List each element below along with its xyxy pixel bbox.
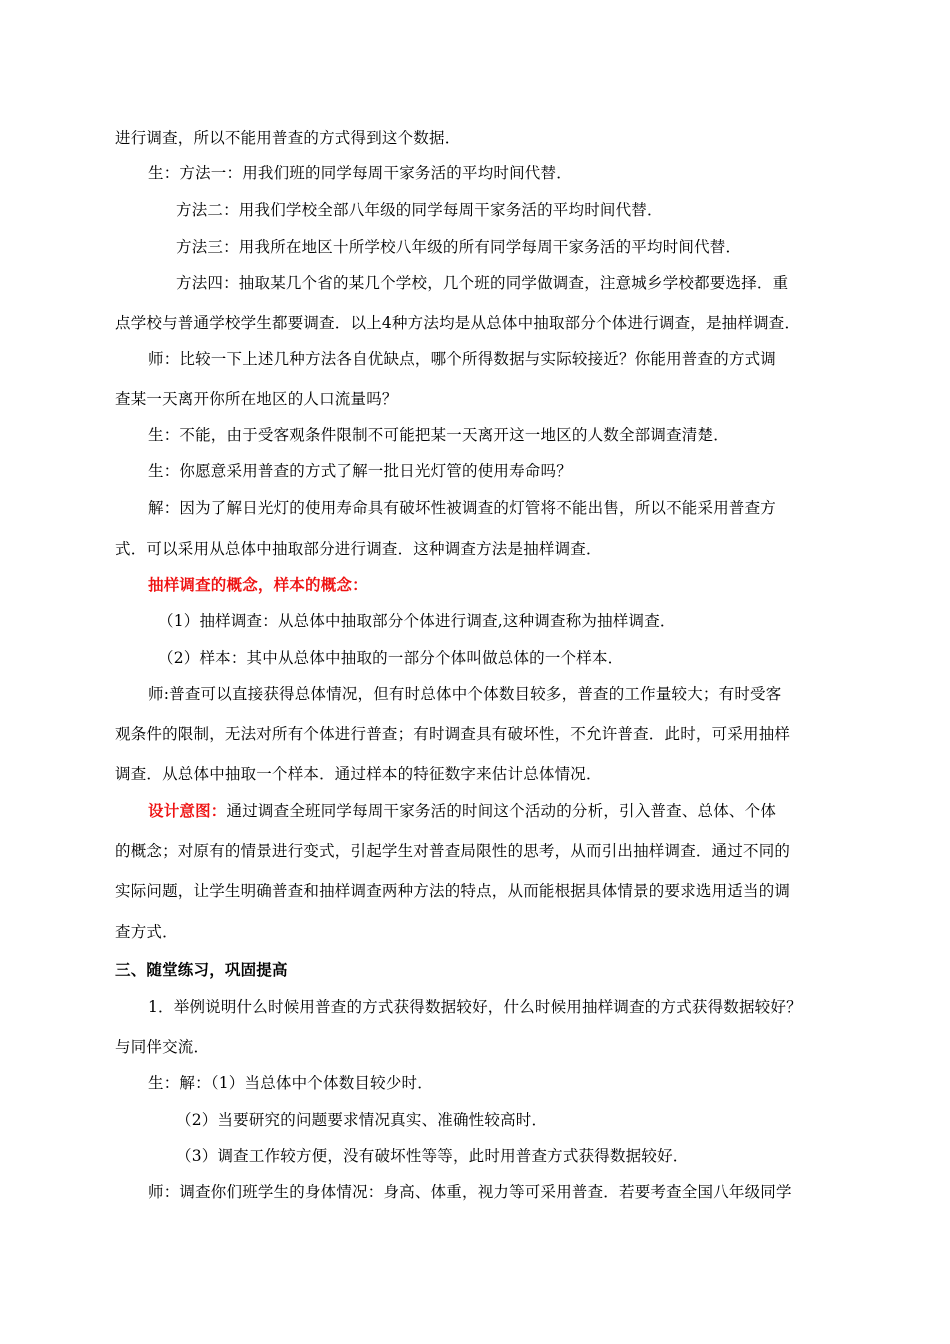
text-line: 点学校与普通学校学生都要调查．以上4种方法均是从总体中抽取部分个体进行调查，是抽样调查． — [115, 314, 801, 332]
text-line: 解：因为了解日光灯的使用寿命具有破坏性被调查的灯管将不能出售，所以不能采用普查方 — [148, 499, 777, 517]
text-line: 式．可以采用从总体中抽取部分进行调查．这种调查方法是抽样调查． — [115, 540, 602, 558]
text-line: 查方式． — [115, 923, 178, 941]
text-line: 师:普查可以直接获得总体情况，但有时总体中个体数目较多，普查的工作量较大；有时受客 — [148, 685, 782, 703]
text-line: 观条件的限制，无法对所有个体进行普查；有时调查具有破坏性，不允许普查．此时，可采用抽样 — [115, 725, 791, 743]
text-line: 进行调查，所以不能用普查的方式得到这个数据． — [115, 129, 461, 147]
text-line: （2）样本：其中从总体中抽取的一部分个体叫做总体的一个样本． — [158, 649, 624, 667]
text-line: 的概念；对原有的情景进行变式，引起学生对普查局限性的思考，从而引出抽样调查．通过不同的 — [115, 842, 791, 860]
text-line: （2）当要研究的问题要求情况真实、准确性较高时． — [176, 1111, 548, 1129]
section-heading: 三、随堂练习，巩固提高 — [115, 961, 288, 979]
text-line: 1．举例说明什么时候用普查的方式获得数据较好，什么时候用抽样调查的方式获得数据较好？ — [148, 998, 802, 1016]
text-line: 方法三：用我所在地区十所学校八年级的所有同学每周干家务活的平均时间代替． — [176, 238, 742, 256]
design-intent-label: 设计意图： — [148, 802, 227, 820]
text-line: （1）抽样调查：从总体中抽取部分个体进行调查,这种调查称为抽样调查． — [158, 612, 676, 630]
text-line: 调查．从总体中抽取一个样本．通过样本的特征数字来估计总体情况． — [115, 765, 602, 783]
section-heading: 抽样调查的概念，样本的概念： — [148, 576, 368, 594]
text-line: 实际问题，让学生明确普查和抽样调查两种方法的特点，从而能根据具体情景的要求选用适当的调 — [115, 882, 791, 900]
text-line: （3）调查工作较方便，没有破坏性等等，此时用普查方式获得数据较好． — [176, 1147, 689, 1165]
text-line: 方法二：用我们学校全部八年级的同学每周干家务活的平均时间代替． — [176, 201, 663, 219]
text-line: 生：解：（1）当总体中个体数目较少时． — [148, 1074, 433, 1092]
design-intent-line — [148, 801, 848, 821]
text-line: 生：你愿意采用普查的方式了解一批日光灯管的使用寿命吗？ — [148, 462, 572, 480]
text-line: 生：不能，由于受客观条件限制不可能把某一天离开这一地区的人数全部调查清楚． — [148, 426, 729, 444]
text-line: 查某一天离开你所在地区的人口流量吗？ — [115, 390, 398, 408]
text-line: 方法四：抽取某几个省的某几个学校，几个班的同学做调查，注意城乡学校都要选择．重 — [176, 274, 789, 292]
text-line: 与同伴交流． — [115, 1038, 210, 1056]
text-line: 师：调查你们班学生的身体情况：身高、体重，视力等可采用普查．若要考查全国八年级同学 — [148, 1183, 792, 1201]
text-line: 师：比较一下上述几种方法各自优缺点，哪个所得数据与实际较接近？你能用普查的方式调 — [148, 350, 777, 368]
text-span: 通过调查全班同学每周干家务活的时间这个活动的分析，引入普查、总体、个体 — [226, 802, 777, 820]
text-line: 生：方法一：用我们班的同学每周干家务活的平均时间代替． — [148, 164, 572, 182]
